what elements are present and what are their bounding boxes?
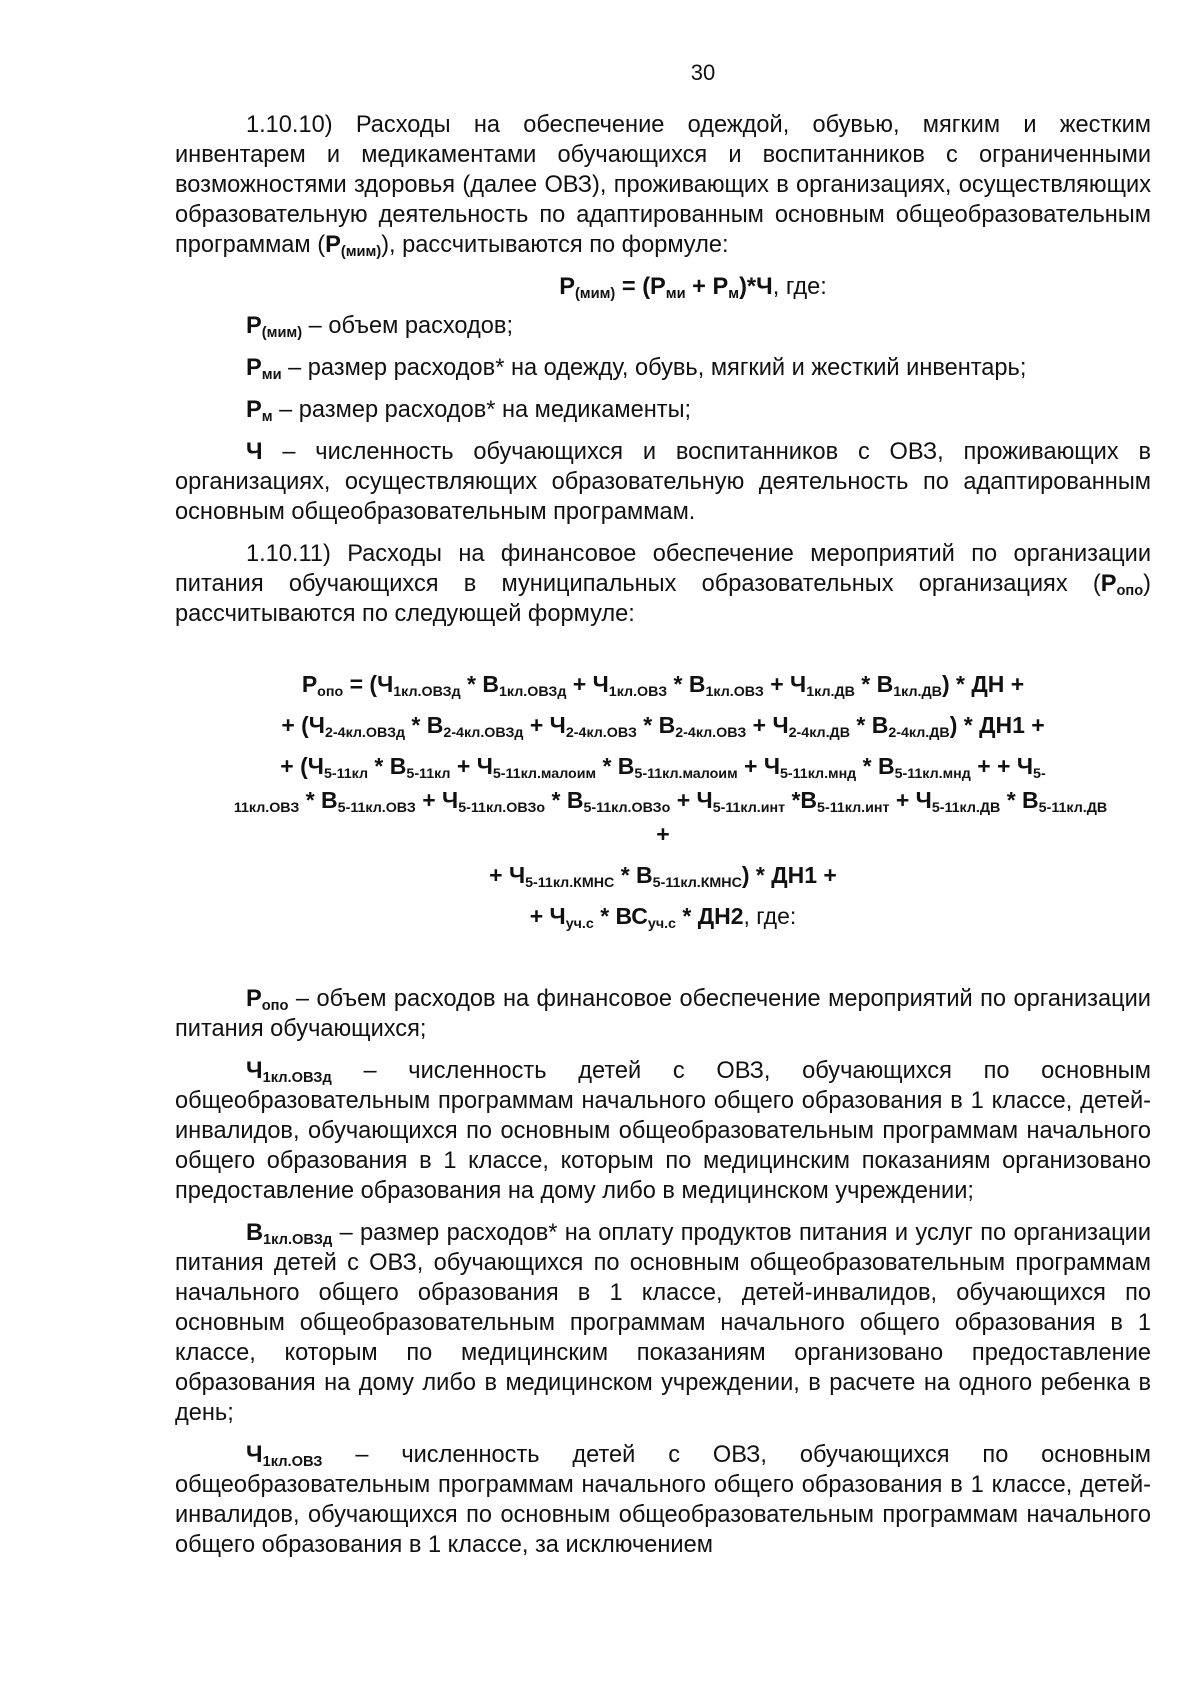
definition-item xyxy=(175,437,1151,527)
definition-item xyxy=(175,353,1151,383)
formula-line: + $Ч_{5-11кл.КМНС} * В_{5-11кл.КМНС}) * ДН1$ + xyxy=(489,862,837,891)
symbol-subscript: (мим) xyxy=(340,244,382,261)
formula-line: + ($Ч_{5-11кл} * В_{5-11кл} + Ч_{5-11кл.малоим} * В_{5-11кл.малоим} + Ч_{5-11кл.мнд} * В_{5-11кл.мнд}$ + + $Ч_{5-}$ xyxy=(280,753,1046,782)
definition-symbol: Р xyxy=(246,986,262,1012)
definition-symbol: Ч xyxy=(246,1442,263,1468)
definition-item xyxy=(175,395,1151,425)
definition-text: – размер расходов* на оплату продуктов питания и услуг по организации питания детей с ОВЗ, обучающихся по основным общеобразовательным программам начального общего образования в 1 классе, детей-инвалидов, обучающихся по основным общеобразовательным программам начального общего образования в 1 классе, которым по медицинским показаниям организовано предоставление образования на дому либо в медицинском учреждении, в расчете на одного ребенка в день; xyxy=(175,1220,1151,1426)
definition-symbol: Р xyxy=(246,355,262,381)
definition-symbol: Ч xyxy=(246,1058,263,1084)
definition-text: – численность детей с ОВЗ, обучающихся по основным общеобразовательным программам начального общего образования в 1 классе, детей-инвалидов, обучающихся по основным общеобразовательным программам начального общего образования в 1 классе, которым по медицинским показаниям организовано предоставление образования на дому либо в медицинском учреждении; xyxy=(175,1058,1151,1204)
paragraph-text: 1.10.11) Расходы на финансовое обеспечение мероприятий по организации питания обучающихся в муниципальных образовательных организациях ( xyxy=(175,541,1151,597)
definition-symbol: В xyxy=(246,1220,264,1246)
definition-subscript: м xyxy=(261,409,273,426)
definition-item xyxy=(175,311,1151,341)
page-number: 30 xyxy=(690,60,716,85)
formula-symbol: Р xyxy=(559,274,575,300)
paragraph-1-10-11 xyxy=(175,539,1151,629)
definition-text: – объем расходов; xyxy=(302,313,514,339)
symbol: Р xyxy=(1100,571,1117,597)
formula-line: $_{11кл.ОВЗ} * В_{5-11кл.ОВЗ} + Ч_{5-11кл.ОВЗо} * В_{5-11кл.ОВЗо} + Ч_{5-11кл.инт}$ $*В_{5-11кл.инт} + Ч_{5-11кл.ДВ} * В_{5-11кл.ДВ}$ xyxy=(233,787,1108,816)
paragraph-1-10-10 xyxy=(175,110,1151,260)
definition-text: – объем расходов на финансовое обеспечение мероприятий по организации питания обучающихся; xyxy=(175,986,1151,1042)
definition-subscript: 1кл.ОВЗд xyxy=(262,1070,332,1087)
definition-text: – численность детей с ОВЗ, обучающихся по основным общеобразовательным программам начального общего образования в 1 классе, детей-инвалидов, обучающихся по основным общеобразовательным программам начального общего образования в 1 классе, за исключением xyxy=(175,1442,1151,1558)
formula-subscript: (мим) xyxy=(574,286,616,303)
symbol: Р xyxy=(325,232,341,258)
definition-subscript: ми xyxy=(261,367,282,384)
formula-line: + $(Ч_{2-4кл.ОВЗд} * В_{2-4кл.ОВЗд} + Ч_{2-4кл.ОВЗ} * В_{2-4кл.ОВЗ} + Ч_{2-4кл.ДВ} * В_{2-4кл.ДВ}) * ДН1$ + xyxy=(281,712,1045,741)
definition-symbol: Р xyxy=(246,313,262,339)
formula-part: = (Р xyxy=(615,274,666,300)
paragraph-text-end: ) рассчитываются по следующей формуле: xyxy=(175,571,1151,627)
definition-item xyxy=(175,1056,1151,1206)
definition-subscript: опо xyxy=(261,998,289,1015)
definition-text: – размер расходов* на одежду, обувь, мягкий и жесткий инвентарь; xyxy=(281,355,1027,381)
formula-2 xyxy=(175,669,1151,931)
definition-text: – размер расходов* на медикаменты; xyxy=(272,397,692,423)
definition-subscript: (мим) xyxy=(261,325,303,342)
formula-subscript: м xyxy=(728,286,740,303)
formula-line: $Р_{опо} = (Ч_{1кл.ОВЗд} * В_{1кл.ОВЗд} + Ч_{1кл.ОВЗ} * В_{1кл.ОВЗ} + Ч_{1кл.ДВ} * В_{1кл.ДВ})$ * ДН + xyxy=(301,671,1025,700)
paragraph-text: 1.10.10) Расходы на обеспечение одеждой, обувью, мягким и жестким инвентарем и медикаментами обучающихся и воспитанников с ограниченными возможностями здоровья (далее ОВЗ), проживающих в организациях, осуществляющих образовательную деятельность по адаптированным основным общеобразовательным программам ( xyxy=(175,112,1151,258)
definition-symbol: Р xyxy=(246,397,262,423)
formula-part: + Р xyxy=(685,274,729,300)
paragraph-text-end: ), рассчитываются по формуле: xyxy=(381,232,729,258)
formula-line: + xyxy=(656,821,670,847)
definition-text: – численность обучающихся и воспитанников с ОВЗ, проживающих в организациях, осуществляющих образовательную деятельность по адаптированным основным общеобразовательным программам. xyxy=(175,439,1151,525)
formula-1 xyxy=(175,272,1151,302)
definition-subscript: 1кл.ОВЗд xyxy=(263,1232,333,1249)
definition-symbol: Ч xyxy=(246,439,263,465)
definition-subscript: 1кл.ОВЗ xyxy=(262,1454,323,1471)
definition-item xyxy=(175,984,1151,1044)
formula-part: )*Ч xyxy=(739,274,773,300)
definition-item xyxy=(175,1218,1151,1428)
symbol-subscript: опо xyxy=(1116,583,1144,600)
formula-line: + $Ч_{уч.с} * ВС_{уч.с} * ДН2$, где: xyxy=(529,903,797,932)
definition-item xyxy=(175,1440,1151,1560)
formula-where: , где: xyxy=(772,274,827,300)
formula-subscript: ми xyxy=(665,286,686,303)
